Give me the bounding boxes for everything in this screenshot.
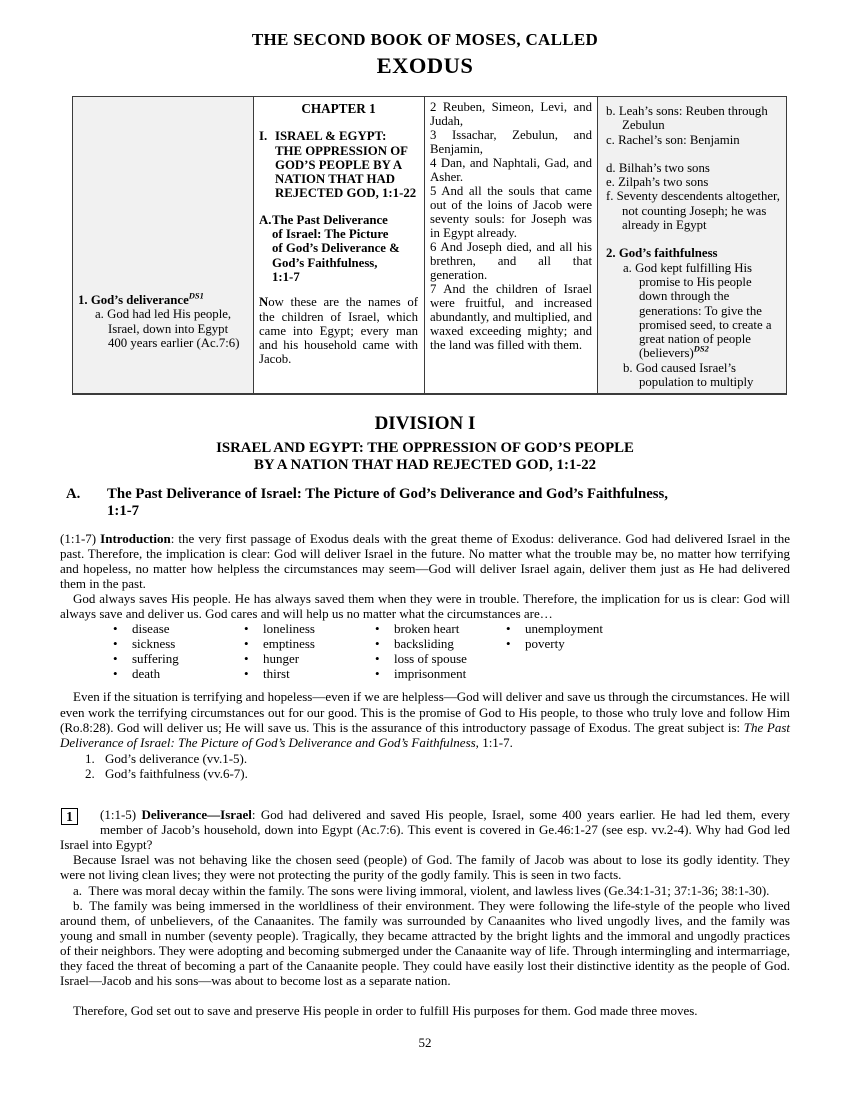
division-line: NATION THAT HAD <box>275 172 395 187</box>
outline-item-c <box>606 133 780 147</box>
section-line: God’s Faithfulness, <box>272 255 378 270</box>
scripture-verse <box>430 128 592 156</box>
section-title-block <box>107 486 668 520</box>
section-title: The Past Deliverance of Israel: The Picture of God’s Deliverance and God’s Faithfulness, <box>107 485 668 502</box>
outline-section-lines <box>272 213 400 284</box>
division-subtitle-line1: ISRAEL AND EGYPT: THE OPPRESSION OF GOD’S PEOPLE <box>216 440 634 457</box>
book-title: EXODUS <box>376 53 474 78</box>
point-1-fact-a: a. There was moral decay within the family. The sons were living immoral, violent, and lawless lives (Ge.34:1-31; 37:1-36; 38:1-30). <box>73 882 770 898</box>
section-label: A. <box>66 485 81 502</box>
list-num: 2. <box>85 765 95 781</box>
verse-text: Issachar, Zebulun, and Benjamin, <box>430 128 593 156</box>
passage-ref: (1:1-7) <box>60 530 101 546</box>
introduction-section <box>60 531 790 1019</box>
intro-paragraph-1 <box>60 531 790 591</box>
outline-right-column <box>598 97 786 393</box>
verse-num: 2 <box>430 100 437 114</box>
section-line: 1:1-7 <box>272 269 300 284</box>
bullet-item: • suffering <box>110 651 241 666</box>
outline-point-1a <box>95 307 247 350</box>
item-label: c. <box>606 132 615 147</box>
item-label: b. <box>606 104 616 118</box>
item-label: f. <box>606 189 614 204</box>
outline-point-2 <box>606 246 780 389</box>
point-1-paragraph-1 <box>60 807 790 852</box>
outline-item-d <box>606 161 780 175</box>
section-line: of God’s Deliverance & <box>272 241 400 256</box>
page-content <box>60 96 790 1018</box>
verse-num: 4 <box>430 156 437 170</box>
bullet-list <box>60 621 790 681</box>
bullet-item: • broken heart <box>372 621 503 636</box>
outline-division-lines <box>275 129 416 200</box>
outline-item-b <box>606 104 780 133</box>
point-1-keyword: Deliverance—Israel <box>141 807 252 823</box>
outline-point-1a-text: God had led His people, Israel, down into Egypt 400 years earlier (Ac.7:6) <box>107 307 240 350</box>
chapter-heading: CHAPTER 1 <box>301 101 376 116</box>
note-ref-ds2: DS2 <box>693 344 709 355</box>
scripture-column <box>425 97 598 393</box>
bullet-column-4 <box>503 621 603 681</box>
point-number-float <box>60 807 100 837</box>
outline-center-column <box>254 97 425 393</box>
bullet-item: • death <box>110 666 241 681</box>
point-number-box: 1 <box>61 808 78 825</box>
intro-paragraph-1-text: : the very first passage of Exodus deals with the great theme of Exodus: deliverance. God had delivered Israel in the past. Therefore, the implication is clear: God will deliver Israel in the future. No matter what the trouble may be, no matter how terrifying and hopeless, no matter how helpless the circumstances may seem—God will deliver Israel again, deliver them just as He had delivered them in the past. <box>60 530 790 591</box>
division-subtitle <box>60 440 790 474</box>
intro-keyword: Introduction <box>100 530 171 546</box>
section-line: The Past Deliverance <box>272 212 388 227</box>
outline-point-2a <box>623 260 780 361</box>
outline-left-column <box>73 97 254 393</box>
item-label: b. <box>623 360 633 375</box>
series-title: THE SECOND BOOK OF MOSES, CALLED <box>251 30 599 49</box>
item-label: d. <box>606 160 616 175</box>
outline-division-label: I. <box>259 129 268 144</box>
division-line: GOD’S PEOPLE BY A <box>275 157 403 172</box>
outline-table <box>72 96 787 395</box>
intro-paragraph-2: God always saves His people. He has always saved them when they were in trouble. Therefore, the implication for us is clear: God will always save and deliver us. God cares and will help us no matter what the circumstances are… <box>60 590 790 621</box>
outline-left-spacer <box>78 101 247 293</box>
outline-item-f <box>606 189 780 232</box>
division-heading: DIVISION I <box>374 413 476 435</box>
verse-text: And Joseph died, and all his brethren, and all that generation. <box>430 240 592 282</box>
bullet-column-2 <box>241 621 372 681</box>
outline-list-item-2 <box>85 766 790 781</box>
item-text: God kept fulfilling His promise to His people down through the generations: To give the promised seed, to create a great nation of people (believers) <box>635 260 772 361</box>
outline-point-1-num: 1. <box>78 293 88 307</box>
point-1-paragraph-1-text: : God had delivered and saved His people, Israel, some 400 years earlier. He had led them, every member of Jacob’s household, down into Egypt (Ac.7:6). This event is covered in Ge.46:1-27 (see esp. vv.2-4). Why had God led Israel into Egypt? <box>60 807 790 853</box>
intro-paragraph-3-ref: 1:1-7. <box>478 734 513 750</box>
bullet-item: • loneliness <box>241 621 372 636</box>
outline-section-heading <box>259 213 418 284</box>
outline-point-1 <box>78 290 247 307</box>
item-label: a. <box>623 260 632 275</box>
item-text: Leah’s sons: Reuben through Zebulun <box>618 104 768 133</box>
bullet-item: • disease <box>110 621 241 636</box>
bullet-item: • sickness <box>110 636 241 651</box>
verse-num: 6 <box>430 240 437 254</box>
item-text: Bilhah’s two sons <box>618 160 710 175</box>
bullet-item: • loss of spouse <box>372 651 503 666</box>
division-line: REJECTED GOD, 1:1-22 <box>275 186 417 201</box>
scripture-verse <box>430 156 592 184</box>
point-1-paragraph-2: Because Israel was not behaving like the chosen seed (people) of God. The family of Jacob was about to lose its godly identity. They were not living clean lives; they were not protecting the purity of the godly family. This is seen in two facts. <box>60 852 790 883</box>
scripture-verse <box>430 184 592 240</box>
verse-text: Dan, and Naphtali, Gad, and Asher. <box>430 156 592 184</box>
scripture-verse-1 <box>259 295 418 366</box>
intro-paragraph-3 <box>60 689 790 749</box>
verse-1-text: ow these are the names of the children of Israel, which came into Egypt; every man and his household came with Jacob. <box>259 295 418 367</box>
verse-text: And the children of Israel were fruitful, and increased abundantly, and multiplied, and waxed exceeding mighty; and the land was filled with them. <box>430 282 592 352</box>
point-1-block <box>60 807 790 1018</box>
outline-division-heading <box>259 129 418 200</box>
item-text: Rachel’s son: Benjamin <box>618 132 740 147</box>
scripture-verse <box>430 282 592 352</box>
outline-point-2-num: 2. <box>606 246 616 261</box>
bullet-item: • backsliding <box>372 636 503 651</box>
intro-paragraph-3-text: Even if the situation is terrifying and hopeless—even if we are helpless—God will deliver and save us through the circumstances. He will even work the terrifying circumstances out for our good. This is the promise of God to His people, to those who truly love and follow Him (Ro.8:28). God will deliver us; He will save us. This is the assurance of this introductory passage of Exodus. The great subject is: <box>60 689 790 735</box>
scripture-verse <box>430 240 592 282</box>
item-text: Zilpah’s two sons <box>618 175 709 190</box>
list-text: God’s deliverance (vv.1-5). <box>105 750 248 766</box>
list-text: God’s faithfulness (vv.6-7). <box>105 765 248 781</box>
division-line: ISRAEL & EGYPT: <box>275 129 387 144</box>
section-heading <box>60 486 790 520</box>
bullet-item: • unemployment <box>503 621 603 636</box>
bullet-item: • imprisonment <box>372 666 503 681</box>
outline-list <box>85 751 790 781</box>
item-text: Seventy descendents altogether, not counting Joseph; he was already in Egypt <box>616 189 780 233</box>
bullet-column-1 <box>110 621 241 681</box>
point-1-paragraph-5: Therefore, God set out to save and preserve His people in order to fulfill His purposes for them. God made three moves. <box>73 1003 698 1019</box>
verse-text: Reuben, Simeon, Levi, and Judah, <box>430 100 592 128</box>
verse-text: And all the souls that came out of the loins of Jacob were seventy souls: for Joseph was in Egypt already. <box>430 184 592 240</box>
bullet-column-3 <box>372 621 503 681</box>
point-1-fact-b: b. The family was being immersed in the worldliness of their environment. They were following the life-style of the people who lived around them, of unbelievers, of the Canaanites. The family was surrounded by Canaanites who lived ungodly lives, and the family was young and small in number (seventy people). Tragically, they became attracted by the bright lights and the immoral and ungodly practices of their neighbors. They were adopting and becoming submerged under the Canaanite way of life. Through intermingling and intermarriage, they faced the threat of becoming a part of the Canaanite people. They could have easily lost their distinctive identity as the people of God. Israel—Jacob and his sons—was about to become lost as a separate nation. <box>60 897 790 989</box>
scripture-verse <box>430 100 592 128</box>
verse-num: 3 <box>430 128 437 142</box>
intro-subject-italic: The Past Deliverance of Israel: The Picture of God’s Deliverance and God’s Faithfulness, <box>60 719 790 750</box>
section-line: of Israel: The Picture <box>272 227 389 242</box>
outline-point-1-title: God’s deliverance <box>90 293 189 307</box>
division-line: THE OPPRESSION OF <box>275 143 408 158</box>
note-ref-ds1: DS1 <box>188 290 204 301</box>
outline-section-label: A. <box>259 212 272 227</box>
item-label: e. <box>606 175 615 190</box>
list-num: 1. <box>85 750 95 766</box>
bullet-item: • emptiness <box>241 636 372 651</box>
verse-1-initial: N <box>259 295 269 310</box>
division-subtitle-line2: BY A NATION THAT HAD REJECTED GOD, 1:1-22 <box>253 457 597 474</box>
outline-item-e <box>606 175 780 189</box>
outline-point-2b <box>623 360 780 390</box>
outline-point-1a-label: a. <box>95 307 104 322</box>
bullet-item: • poverty <box>503 636 603 651</box>
verse-num: 5 <box>430 184 437 198</box>
outline-point-2-title <box>606 246 780 260</box>
item-text: God caused Israel’s population to multiply <box>635 360 754 390</box>
passage-ref: (1:1-5) <box>100 807 142 823</box>
outline-point-2-text: God’s faithfulness <box>618 246 718 261</box>
bullet-item: • thirst <box>241 666 372 681</box>
verse-num: 7 <box>430 282 437 296</box>
bullet-item: • hunger <box>241 651 372 666</box>
section-ref: 1:1-7 <box>107 502 140 519</box>
page-number: 52 <box>418 1035 432 1050</box>
outline-list-item-1 <box>85 751 790 766</box>
